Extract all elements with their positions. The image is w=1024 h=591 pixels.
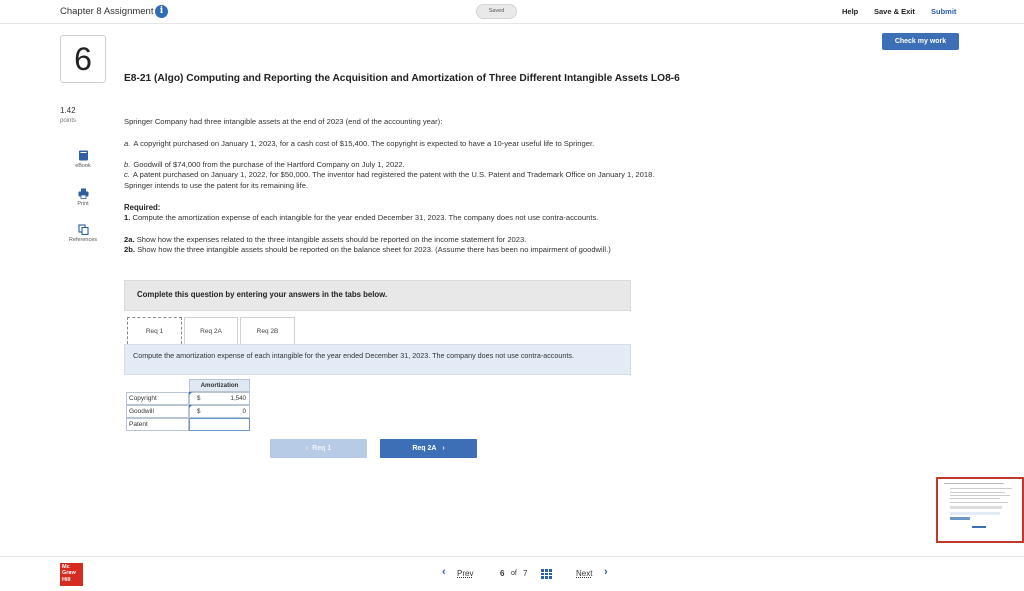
references-label: References [68,237,98,243]
chevron-right-icon: › [442,445,445,452]
given-item [124,170,674,191]
row-label-patent: Patent [126,418,189,431]
requirement-label: 2b. [124,245,135,254]
ebook-tool[interactable] [62,150,104,169]
chevron-left-icon: ‹ [305,445,309,452]
references-tool[interactable] [62,224,104,243]
amount-value: 1,540 [230,395,246,402]
chevron-right-icon[interactable]: › [604,566,608,578]
item-label: a. [124,139,131,148]
requirement [124,235,679,245]
currency-symbol: $ [197,395,201,402]
check-my-work-button[interactable]: Check my work [882,33,959,50]
info-icon[interactable]: i [155,5,168,18]
mcgraw-hill-logo: Mc Graw Hill [60,563,83,586]
requirement [124,245,679,255]
points-label: points [60,118,77,124]
book-icon [78,150,89,161]
requirement-text: Show how the three intangible assets should be reported on the balance sheet for 2023. (Assume there has been no impairment of goodwill.) [137,245,611,254]
row-label-goodwill: Goodwill [126,405,189,418]
required-heading: Required: [124,203,161,212]
ebook-label: eBook [75,163,91,169]
given-item [124,160,674,171]
column-header: Amortization [189,379,250,392]
requirement [124,213,679,223]
currency-symbol: $ [197,408,201,415]
assignment-title: Chapter 8 Assignment [60,6,154,17]
save-exit-link[interactable]: Save & Exit [874,7,915,16]
item-text: Goodwill of $74,000 from the purchase of the Hartford Company on July 1, 2022. [133,160,405,169]
next-req-label: Req 2A [412,445,437,452]
points-value: 1.42 [60,106,76,115]
instruction-text: Complete this question by entering your answers in the tabs below. [137,290,388,299]
goodwill-amortization-input[interactable] [189,405,250,418]
row-label-copyright: Copyright [126,392,189,405]
item-text: A patent purchased on January 1, 2022, for $50,000. The inventor had registered the patent with the U.S. Patent and Trademark Office on January 1, 2018. Springer intends to use the patent for its remaining life. [124,170,655,190]
total-pages: 7 [523,569,528,578]
question-number: 6 [60,35,106,83]
print-tool[interactable] [62,188,104,207]
next-req-button[interactable] [380,439,477,458]
item-text: A copyright purchased on January 1, 2023, for a cash cost of $15,400. The copyright is expected to have a 10-year useful life to Springer. [133,139,595,148]
chevron-left-icon[interactable]: ‹ [442,566,446,578]
requirement-text: Show how the expenses related to the three intangible assets should be reported on the income statement for 2023. [136,235,527,244]
answer-marker [189,392,192,395]
copy-icon [78,224,89,235]
tab-prompt-text: Compute the amortization expense of each intangible for the year ended December 31, 2023. The company does not use contra-accounts. [133,351,574,360]
current-page: 6 [500,569,505,578]
prev-req-label: Req 1 [312,445,332,452]
tab-prompt-panel [124,344,631,375]
grid-icon[interactable] [541,569,552,579]
help-link[interactable]: Help [842,7,859,16]
copyright-amortization-input[interactable] [189,392,250,405]
item-label: b. [124,160,131,169]
saved-status-badge: Saved [476,4,517,19]
instruction-banner [124,280,631,311]
print-label: Print [77,201,89,207]
tab-req-1[interactable]: Req 1 [127,317,182,344]
given-item [124,139,674,150]
page-of: of [511,570,517,577]
page-thumbnail-preview[interactable] [936,477,1024,543]
prev-question-link[interactable]: Prev [457,569,474,578]
prev-req-button[interactable] [270,439,367,458]
item-label: c. [124,170,130,179]
next-question-link[interactable]: Next [576,569,593,578]
requirement-text: Compute the amortization expense of each intangible for the year ended December 31, 2023. The company does not use contra-accounts. [132,213,599,222]
tab-req-2a[interactable]: Req 2A [184,317,238,344]
submit-link[interactable]: Submit [931,7,957,16]
printer-icon [78,188,89,199]
tab-req-2b[interactable]: Req 2B [240,317,295,344]
requirement-label: 2a. [124,235,135,244]
requirement-label: 1. [124,213,131,222]
top-bar [0,0,1024,24]
problem-title: E8-21 (Algo) Computing and Reporting the Acquisition and Amortization of Three Different Intangible Assets LO8-6 [124,73,680,84]
amount-value: 0 [242,408,246,415]
answer-marker [189,405,192,408]
problem-intro: Springer Company had three intangible assets at the end of 2023 (end of the accounting year): [124,117,443,126]
patent-amortization-input[interactable] [189,418,250,431]
